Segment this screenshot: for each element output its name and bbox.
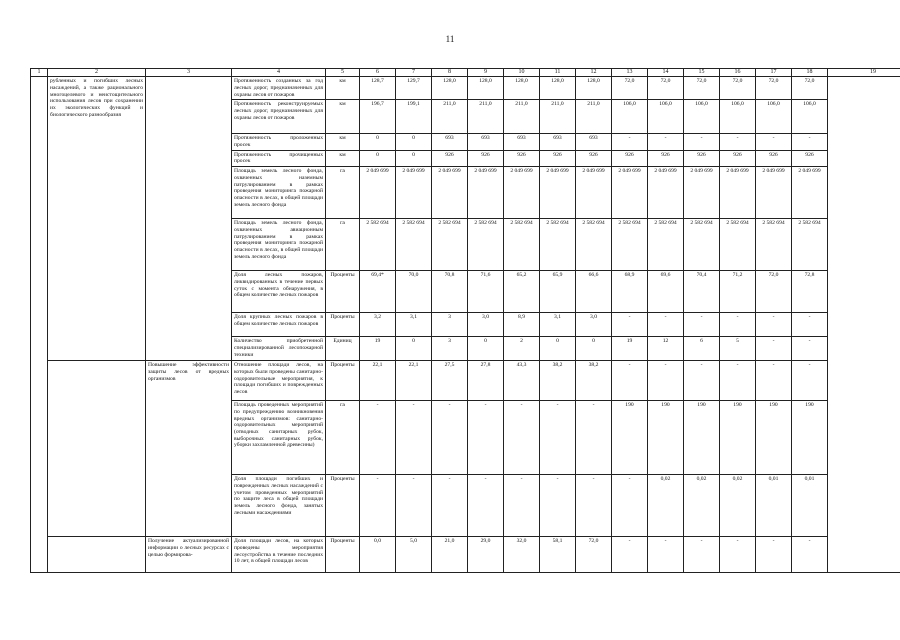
value-cell: 3,0 xyxy=(468,313,504,337)
column-number: 13 xyxy=(612,69,648,77)
value-cell: - xyxy=(720,537,756,573)
value-cell: 43,3 xyxy=(504,361,540,401)
column-number: 15 xyxy=(684,69,720,77)
value-cell: 29,0 xyxy=(468,537,504,573)
value-cell: 68,9 xyxy=(612,271,648,313)
value-cell: 196,7 xyxy=(360,100,396,134)
value-cell: 106,0 xyxy=(684,100,720,134)
value-cell: - xyxy=(612,537,648,573)
unit-cell: Единиц xyxy=(326,337,360,361)
value-cell: - xyxy=(720,361,756,401)
value-cell: - xyxy=(432,401,468,475)
value-cell: - xyxy=(648,134,684,150)
unit-cell: га xyxy=(326,401,360,475)
table-row xyxy=(31,361,900,401)
value-cell: 8,9 xyxy=(504,313,540,337)
value-cell: 70,8 xyxy=(432,271,468,313)
unit-cell: км xyxy=(326,150,360,166)
value-cell: - xyxy=(684,537,720,573)
value-cell: 128,7 xyxy=(360,77,396,100)
value-cell: 72,0 xyxy=(756,271,792,313)
value-cell: - xyxy=(432,475,468,537)
value-cell: 0 xyxy=(396,150,432,166)
value-cell: 72,0 xyxy=(792,77,828,100)
value-cell: 190 xyxy=(720,401,756,475)
value-cell: 2 582 694 xyxy=(360,219,396,271)
value-cell: 2 049 699 xyxy=(396,167,432,219)
value-cell: 32,0 xyxy=(504,537,540,573)
value-cell: 926 xyxy=(720,150,756,166)
value-cell: 22,1 xyxy=(360,361,396,401)
value-cell: 72,0 xyxy=(576,537,612,573)
value-cell: - xyxy=(684,313,720,337)
goal-cell xyxy=(48,537,146,573)
value-cell: 70,4 xyxy=(684,271,720,313)
row-number-cell xyxy=(31,77,48,573)
table-row xyxy=(31,77,900,100)
table-row xyxy=(31,537,900,573)
column-number: 2 xyxy=(48,69,146,77)
value-cell: 65,2 xyxy=(504,271,540,313)
value-cell: - xyxy=(720,134,756,150)
value-cell: 3,1 xyxy=(396,313,432,337)
value-cell: 72,0 xyxy=(684,77,720,100)
value-cell: 129,7 xyxy=(396,77,432,100)
value-cell: - xyxy=(648,537,684,573)
value-cell: 2 049 699 xyxy=(504,167,540,219)
indicator-cell: Площадь проведенных мероприятий по предупреждению возникновения вредных организмов: санитарно-оздоровительных мероприятий (отводных санитарных рубок, выборочных санитарных рубок, уборки захламленной древесины) xyxy=(232,401,326,475)
value-cell: - xyxy=(612,313,648,337)
value-cell: 0,0 xyxy=(360,537,396,573)
indicator-cell: Площадь земель лесного фонда, охваченных наземным патрулированием в рамках проведения мониторинга пожарной опасности в лесах, в общей площади земель лесного фонда xyxy=(232,167,326,219)
value-cell: 106,0 xyxy=(756,100,792,134)
value-cell: 72,8 xyxy=(792,271,828,313)
value-cell: 71,2 xyxy=(720,271,756,313)
value-cell: 72,0 xyxy=(756,77,792,100)
value-cell: 2 049 699 xyxy=(684,167,720,219)
value-cell: - xyxy=(504,475,540,537)
value-cell: 2 049 699 xyxy=(360,167,396,219)
column-number: 8 xyxy=(432,69,468,77)
value-cell: 2 582 694 xyxy=(504,219,540,271)
value-cell: 926 xyxy=(684,150,720,166)
column-number: 12 xyxy=(576,69,612,77)
program-indicators-table xyxy=(30,68,900,573)
value-cell: 693 xyxy=(504,134,540,150)
value-cell: 5,0 xyxy=(396,537,432,573)
value-cell: 926 xyxy=(756,150,792,166)
value-cell: - xyxy=(504,401,540,475)
column-number: 10 xyxy=(504,69,540,77)
value-cell: - xyxy=(648,313,684,337)
value-cell: 0 xyxy=(396,337,432,361)
task-cell xyxy=(146,77,232,361)
value-cell: 2 582 694 xyxy=(756,219,792,271)
value-cell: 211,0 xyxy=(504,100,540,134)
value-cell: 2 049 699 xyxy=(468,167,504,219)
value-cell: 211,0 xyxy=(576,100,612,134)
value-cell: 693 xyxy=(432,134,468,150)
column-number: 11 xyxy=(540,69,576,77)
value-cell: 926 xyxy=(612,150,648,166)
column-number: 17 xyxy=(756,69,792,77)
indicator-cell: Протяженность созданных за год лесных дорог, предназначенных для охраны лесов от пожаров xyxy=(232,77,326,100)
goal-cell xyxy=(48,361,146,537)
value-cell: - xyxy=(576,401,612,475)
value-cell: 6 xyxy=(684,337,720,361)
value-cell: 2 582 694 xyxy=(432,219,468,271)
value-cell: 693 xyxy=(576,134,612,150)
value-cell: - xyxy=(612,475,648,537)
value-cell: 3,2 xyxy=(360,313,396,337)
value-cell: - xyxy=(792,134,828,150)
value-cell: 3 xyxy=(432,337,468,361)
value-cell: 72,0 xyxy=(648,77,684,100)
value-cell: 211,0 xyxy=(540,100,576,134)
value-cell: - xyxy=(612,134,648,150)
value-cell: 2 582 694 xyxy=(612,219,648,271)
value-cell: 926 xyxy=(432,150,468,166)
value-cell: 38,2 xyxy=(576,361,612,401)
value-cell: 199,1 xyxy=(396,100,432,134)
value-cell: 190 xyxy=(648,401,684,475)
unit-cell: га xyxy=(326,219,360,271)
value-cell: 2 049 699 xyxy=(756,167,792,219)
value-cell: 128,0 xyxy=(432,77,468,100)
value-cell: 0,02 xyxy=(720,475,756,537)
value-cell: 2 582 694 xyxy=(576,219,612,271)
value-cell: 69,6 xyxy=(648,271,684,313)
value-cell: 2 582 694 xyxy=(684,219,720,271)
value-cell: 2 xyxy=(504,337,540,361)
value-cell: 2 049 699 xyxy=(576,167,612,219)
value-cell: - xyxy=(756,537,792,573)
value-cell: 66,6 xyxy=(576,271,612,313)
value-cell: 926 xyxy=(540,150,576,166)
value-cell: 5 xyxy=(720,337,756,361)
unit-cell: Проценты xyxy=(326,271,360,313)
value-cell: 190 xyxy=(612,401,648,475)
value-cell: 19 xyxy=(360,337,396,361)
value-cell: 19 xyxy=(612,337,648,361)
value-cell: 2 582 694 xyxy=(540,219,576,271)
value-cell: 0,02 xyxy=(684,475,720,537)
value-cell: 27,5 xyxy=(432,361,468,401)
value-cell: 22,1 xyxy=(396,361,432,401)
value-cell: 71,6 xyxy=(468,271,504,313)
value-cell: - xyxy=(360,401,396,475)
indicator-cell: Доля площади погибших и поврежденных лесных насаждений с учетом проведенных мероприятий по защите леса в общей площади земель лесного фонда, занятых лесными насаждениями xyxy=(232,475,326,537)
value-cell: 70,0 xyxy=(396,271,432,313)
value-cell: 0 xyxy=(360,150,396,166)
indicator-cell: Доля площади лесов, на которых проведены мероприятия лесоустройства в течение последних 10 лет, в общей площади лесов xyxy=(232,537,326,573)
value-cell: 38,2 xyxy=(540,361,576,401)
value-cell: 2 049 699 xyxy=(648,167,684,219)
value-cell: 0 xyxy=(396,134,432,150)
value-cell: - xyxy=(396,475,432,537)
indicator-cell: Доля лесных пожаров, ликвидированных в течение первых суток с момента обнаружения, в общем количестве лесных пожаров xyxy=(232,271,326,313)
value-cell: 106,0 xyxy=(792,100,828,134)
value-cell: - xyxy=(648,361,684,401)
value-cell: 2 582 694 xyxy=(792,219,828,271)
value-cell: - xyxy=(756,134,792,150)
value-cell: 128,0 xyxy=(540,77,576,100)
value-cell: - xyxy=(792,313,828,337)
value-cell: 2 049 699 xyxy=(432,167,468,219)
value-cell: 0 xyxy=(468,337,504,361)
unit-cell: Проценты xyxy=(326,537,360,573)
value-cell: 190 xyxy=(792,401,828,475)
value-cell: 926 xyxy=(468,150,504,166)
unit-cell: га xyxy=(326,167,360,219)
value-cell: 926 xyxy=(648,150,684,166)
value-cell: 0 xyxy=(576,337,612,361)
column-number: 19 xyxy=(828,69,900,77)
column-number: 9 xyxy=(468,69,504,77)
value-cell: 106,0 xyxy=(720,100,756,134)
value-cell: 106,0 xyxy=(648,100,684,134)
value-cell: - xyxy=(360,475,396,537)
column-number: 18 xyxy=(792,69,828,77)
column-number: 7 xyxy=(396,69,432,77)
value-cell: 2 049 699 xyxy=(792,167,828,219)
value-cell: 0 xyxy=(360,134,396,150)
value-cell: - xyxy=(792,361,828,401)
value-cell: 106,0 xyxy=(612,100,648,134)
unit-cell: км xyxy=(326,100,360,134)
value-cell: 128,0 xyxy=(468,77,504,100)
unit-cell: Проценты xyxy=(326,313,360,337)
value-cell: - xyxy=(792,537,828,573)
value-cell: 0 xyxy=(540,337,576,361)
program-indicators-table-container xyxy=(30,68,876,573)
indicator-cell: Отношение площади лесов, на которых были проведены санитарно-оздоровительные мероприятия, к площади погибших и поврежденных лесов xyxy=(232,361,326,401)
value-cell: - xyxy=(756,313,792,337)
value-cell: 2 049 699 xyxy=(720,167,756,219)
indicator-cell: Доля крупных лесных пожаров в общем количестве лесных пожаров xyxy=(232,313,326,337)
value-cell: - xyxy=(396,401,432,475)
value-cell: 926 xyxy=(576,150,612,166)
value-cell: 2 582 694 xyxy=(468,219,504,271)
value-cell: 2 582 694 xyxy=(396,219,432,271)
task-cell: Повышение эффективности защиты лесов от вредных организмов xyxy=(146,361,232,537)
value-cell: 693 xyxy=(540,134,576,150)
value-cell: - xyxy=(756,337,792,361)
value-cell: 2 582 694 xyxy=(648,219,684,271)
value-cell: - xyxy=(468,475,504,537)
value-cell: 3,1 xyxy=(540,313,576,337)
value-cell: - xyxy=(684,361,720,401)
column-number: 3 xyxy=(146,69,232,77)
value-cell: - xyxy=(540,401,576,475)
task-cell: Получение актуализированной информации о лесных ресурсах с целью формирова- xyxy=(146,537,232,573)
indicator-cell: Площадь земель лесного фонда, охваченных авиационным патрулированием в рамках проведения мониторинга пожарной опасности в лесах, в общей площади земель лесного фонда xyxy=(232,219,326,271)
unit-cell: км xyxy=(326,134,360,150)
value-cell: 190 xyxy=(756,401,792,475)
value-cell: 0,02 xyxy=(648,475,684,537)
value-cell: 2 049 699 xyxy=(612,167,648,219)
indicator-cell: Количество приобретенной специализированной лесопожарной техники xyxy=(232,337,326,361)
value-cell: 27,8 xyxy=(468,361,504,401)
value-cell: 926 xyxy=(792,150,828,166)
page-number: 11 xyxy=(445,34,455,44)
value-cell: 3 xyxy=(432,313,468,337)
column-number: 4 xyxy=(232,69,326,77)
value-cell: - xyxy=(612,361,648,401)
value-cell: 65,9 xyxy=(540,271,576,313)
value-cell: 0,01 xyxy=(792,475,828,537)
value-cell: 21,0 xyxy=(432,537,468,573)
value-cell: - xyxy=(756,361,792,401)
value-cell: 72,0 xyxy=(612,77,648,100)
goal-cell: рубленных и погибших лесных насаждений, а также рационального многоцелевого и неистощительного использования лесов при сохранении их экологических функций и биологического разнообразия xyxy=(48,77,146,361)
column-number: 14 xyxy=(648,69,684,77)
value-cell: - xyxy=(540,475,576,537)
value-cell: 72,0 xyxy=(720,77,756,100)
indicator-cell: Протяженность проложенных просек xyxy=(232,134,326,150)
column-number-row xyxy=(31,69,900,77)
value-cell: 12 xyxy=(648,337,684,361)
value-cell: - xyxy=(684,134,720,150)
unit-cell: Проценты xyxy=(326,361,360,401)
indicator-cell: Протяженность прочищенных просек xyxy=(232,150,326,166)
column-number: 6 xyxy=(360,69,396,77)
value-cell: 58,1 xyxy=(540,537,576,573)
unit-cell: км xyxy=(326,77,360,100)
value-cell: 128,0 xyxy=(576,77,612,100)
value-cell: 2 582 694 xyxy=(720,219,756,271)
column-number: 1 xyxy=(31,69,48,77)
indicator-cell: Протяженность реконструируемых лесных дорог, предназначенных для охраны лесов от пожаров xyxy=(232,100,326,134)
value-cell: - xyxy=(792,337,828,361)
value-cell: 693 xyxy=(468,134,504,150)
value-cell: 2 049 699 xyxy=(540,167,576,219)
value-cell: 926 xyxy=(504,150,540,166)
value-cell: - xyxy=(468,401,504,475)
column-number: 16 xyxy=(720,69,756,77)
value-cell: 211,0 xyxy=(432,100,468,134)
column-number: 5 xyxy=(326,69,360,77)
value-cell: 69,4* xyxy=(360,271,396,313)
value-cell: - xyxy=(720,313,756,337)
value-cell: 190 xyxy=(684,401,720,475)
value-cell: 128,0 xyxy=(504,77,540,100)
notes-cell xyxy=(828,77,900,573)
value-cell: 211,0 xyxy=(468,100,504,134)
value-cell: - xyxy=(576,475,612,537)
value-cell: 0,01 xyxy=(756,475,792,537)
value-cell: 3,0 xyxy=(576,313,612,337)
unit-cell: Проценты xyxy=(326,475,360,537)
